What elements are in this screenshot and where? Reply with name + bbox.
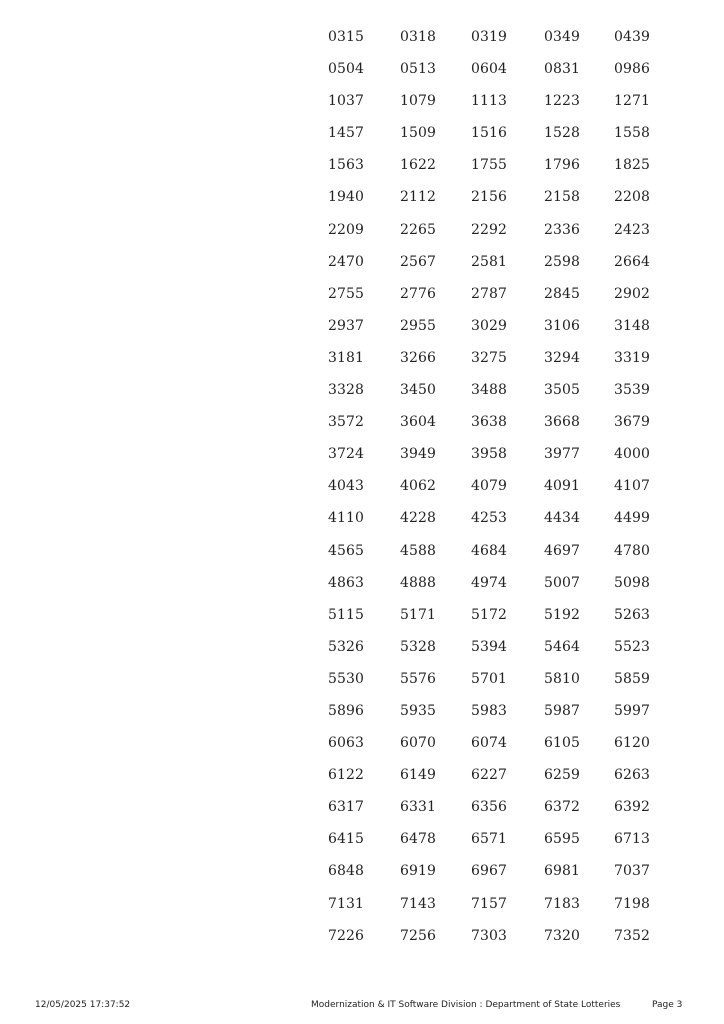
number-row xyxy=(328,926,668,958)
number-cell: 4697 xyxy=(544,542,581,559)
number-row xyxy=(328,380,668,412)
number-cell: 4079 xyxy=(471,478,508,495)
number-cell: 5192 xyxy=(544,606,581,623)
number-cell: 3539 xyxy=(614,382,651,399)
number-cell: 3488 xyxy=(471,382,508,399)
number-row xyxy=(328,669,668,701)
number-cell: 6981 xyxy=(544,863,581,880)
number-cell: 0349 xyxy=(544,29,581,45)
number-cell: 7143 xyxy=(400,895,437,912)
number-cell: 5098 xyxy=(614,574,651,591)
number-cell: 5007 xyxy=(544,574,581,591)
number-cell: 1079 xyxy=(400,93,437,110)
number-cell: 5523 xyxy=(614,638,651,655)
number-row xyxy=(328,123,668,155)
number-cell: 1755 xyxy=(471,157,508,174)
number-row xyxy=(328,91,668,123)
number-cell: 6372 xyxy=(544,799,581,816)
number-cell: 6967 xyxy=(471,863,508,880)
number-row xyxy=(328,829,668,861)
number-row xyxy=(328,316,668,348)
number-cell: 0513 xyxy=(400,61,437,78)
number-cell: 3450 xyxy=(400,382,437,399)
number-row xyxy=(328,637,668,669)
number-cell: 6263 xyxy=(614,767,651,784)
number-cell: 2158 xyxy=(544,189,581,206)
number-row xyxy=(328,573,668,605)
number-row xyxy=(328,476,668,508)
number-cell: 2567 xyxy=(400,253,437,270)
number-cell: 7183 xyxy=(544,895,581,912)
number-grid xyxy=(328,27,668,958)
number-row xyxy=(328,541,668,573)
number-row xyxy=(328,797,668,829)
number-cell: 2902 xyxy=(614,285,651,302)
number-cell: 2423 xyxy=(614,221,651,238)
number-cell: 4000 xyxy=(614,446,651,463)
number-cell: 6122 xyxy=(328,767,365,784)
number-cell: 4062 xyxy=(400,478,437,495)
number-row xyxy=(328,733,668,765)
number-row xyxy=(328,284,668,316)
number-cell: 4043 xyxy=(328,478,365,495)
number-cell: 5171 xyxy=(400,606,437,623)
number-cell: 3148 xyxy=(614,317,651,334)
number-cell: 6105 xyxy=(544,735,581,752)
number-cell: 6713 xyxy=(614,831,651,848)
number-cell: 6317 xyxy=(328,799,365,816)
number-cell: 4565 xyxy=(328,542,365,559)
number-cell: 5987 xyxy=(544,702,581,719)
number-cell: 1563 xyxy=(328,157,365,174)
number-cell: 2265 xyxy=(400,221,437,238)
number-cell: 5701 xyxy=(471,670,508,687)
number-cell: 6070 xyxy=(400,735,437,752)
number-cell: 5394 xyxy=(471,638,508,655)
number-cell: 0318 xyxy=(400,29,437,45)
number-row xyxy=(328,701,668,733)
number-cell: 6478 xyxy=(400,831,437,848)
number-cell: 0504 xyxy=(328,61,365,78)
number-cell: 6331 xyxy=(400,799,437,816)
number-cell: 4110 xyxy=(328,510,365,527)
number-cell: 6848 xyxy=(328,863,365,880)
number-cell: 5328 xyxy=(400,638,437,655)
number-cell: 2470 xyxy=(328,253,365,270)
number-cell: 4253 xyxy=(471,510,508,527)
number-row xyxy=(328,412,668,444)
page-footer xyxy=(0,1000,724,1014)
number-cell: 3294 xyxy=(544,349,581,366)
number-cell: 4499 xyxy=(614,510,651,527)
footer-page-number: Page 3 xyxy=(652,1000,683,1010)
number-cell: 2937 xyxy=(328,317,365,334)
number-cell: 0319 xyxy=(471,29,508,45)
number-cell: 7303 xyxy=(471,927,508,944)
number-cell: 4107 xyxy=(614,478,651,495)
number-cell: 1558 xyxy=(614,125,651,142)
number-cell: 2787 xyxy=(471,285,508,302)
number-row xyxy=(328,27,668,59)
number-row xyxy=(328,765,668,797)
number-cell: 4228 xyxy=(400,510,437,527)
number-cell: 3266 xyxy=(400,349,437,366)
number-cell: 2336 xyxy=(544,221,581,238)
number-cell: 3505 xyxy=(544,382,581,399)
number-cell: 6259 xyxy=(544,767,581,784)
number-cell: 7037 xyxy=(614,863,651,880)
number-cell: 3106 xyxy=(544,317,581,334)
number-cell: 0315 xyxy=(328,29,365,45)
number-cell: 1509 xyxy=(400,125,437,142)
number-row xyxy=(328,894,668,926)
number-cell: 5326 xyxy=(328,638,365,655)
number-cell: 4091 xyxy=(544,478,581,495)
number-row xyxy=(328,444,668,476)
number-cell: 3604 xyxy=(400,414,437,431)
number-cell: 6595 xyxy=(544,831,581,848)
number-cell: 6415 xyxy=(328,831,365,848)
number-cell: 5576 xyxy=(400,670,437,687)
number-cell: 2112 xyxy=(400,189,437,206)
number-cell: 1223 xyxy=(544,93,581,110)
number-cell: 1825 xyxy=(614,157,651,174)
number-cell: 6919 xyxy=(400,863,437,880)
number-cell: 2208 xyxy=(614,189,651,206)
number-cell: 3319 xyxy=(614,349,651,366)
number-cell: 6074 xyxy=(471,735,508,752)
number-cell: 7198 xyxy=(614,895,651,912)
number-cell: 4434 xyxy=(544,510,581,527)
number-cell: 3181 xyxy=(328,349,365,366)
number-cell: 1037 xyxy=(328,93,365,110)
number-cell: 4780 xyxy=(614,542,651,559)
number-cell: 5997 xyxy=(614,702,651,719)
number-cell: 5859 xyxy=(614,670,651,687)
number-cell: 5896 xyxy=(328,702,365,719)
number-cell: 6120 xyxy=(614,735,651,752)
number-cell: 4888 xyxy=(400,574,437,591)
number-cell: 7256 xyxy=(400,927,437,944)
footer-datetime: 12/05/2025 17:37:52 xyxy=(35,1000,131,1010)
number-cell: 0604 xyxy=(471,61,508,78)
number-cell: 1622 xyxy=(400,157,437,174)
number-row xyxy=(328,348,668,380)
number-cell: 3638 xyxy=(471,414,508,431)
number-cell: 2776 xyxy=(400,285,437,302)
number-cell: 3949 xyxy=(400,446,437,463)
number-cell: 6392 xyxy=(614,799,651,816)
number-cell: 4974 xyxy=(471,574,508,591)
number-row xyxy=(328,508,668,540)
number-row xyxy=(328,861,668,893)
number-cell: 0986 xyxy=(614,61,651,78)
number-cell: 6149 xyxy=(400,767,437,784)
number-row xyxy=(328,252,668,284)
number-cell: 2755 xyxy=(328,285,365,302)
number-cell: 2209 xyxy=(328,221,365,238)
number-cell: 4588 xyxy=(400,542,437,559)
number-cell: 2581 xyxy=(471,253,508,270)
number-cell: 3679 xyxy=(614,414,651,431)
number-cell: 7157 xyxy=(471,895,508,912)
number-cell: 7320 xyxy=(544,927,581,944)
number-cell: 6571 xyxy=(471,831,508,848)
number-row xyxy=(328,155,668,187)
number-cell: 0831 xyxy=(544,61,581,78)
footer-division-text: Modernization & IT Software Division : Department of State Lotteries xyxy=(311,1000,621,1010)
number-cell: 7226 xyxy=(328,927,365,944)
number-row xyxy=(328,59,668,91)
number-cell: 1528 xyxy=(544,125,581,142)
number-cell: 5464 xyxy=(544,638,581,655)
number-row xyxy=(328,187,668,219)
number-cell: 0439 xyxy=(614,29,651,45)
number-cell: 3029 xyxy=(471,317,508,334)
number-cell: 1516 xyxy=(471,125,508,142)
number-cell: 5263 xyxy=(614,606,651,623)
number-cell: 2292 xyxy=(471,221,508,238)
number-cell: 6227 xyxy=(471,767,508,784)
number-row xyxy=(328,220,668,252)
number-cell: 2664 xyxy=(614,253,651,270)
number-cell: 5172 xyxy=(471,606,508,623)
number-cell: 1796 xyxy=(544,157,581,174)
number-cell: 2845 xyxy=(544,285,581,302)
number-cell: 3977 xyxy=(544,446,581,463)
number-cell: 1271 xyxy=(614,93,651,110)
number-cell: 2955 xyxy=(400,317,437,334)
number-cell: 3275 xyxy=(471,349,508,366)
number-cell: 4863 xyxy=(328,574,365,591)
number-cell: 6356 xyxy=(471,799,508,816)
number-cell: 3572 xyxy=(328,414,365,431)
number-cell: 1113 xyxy=(471,93,508,110)
number-cell: 3328 xyxy=(328,382,365,399)
number-cell: 4684 xyxy=(471,542,508,559)
number-cell: 5935 xyxy=(400,702,437,719)
number-cell: 2156 xyxy=(471,189,508,206)
number-cell: 1457 xyxy=(328,125,365,142)
number-row xyxy=(328,605,668,637)
number-cell: 2598 xyxy=(544,253,581,270)
number-cell: 7352 xyxy=(614,927,651,944)
number-cell: 7131 xyxy=(328,895,365,912)
number-cell: 5530 xyxy=(328,670,365,687)
number-cell: 3724 xyxy=(328,446,365,463)
number-cell: 3668 xyxy=(544,414,581,431)
number-cell: 5983 xyxy=(471,702,508,719)
number-cell: 5115 xyxy=(328,606,365,623)
number-cell: 1940 xyxy=(328,189,365,206)
number-cell: 3958 xyxy=(471,446,508,463)
number-cell: 5810 xyxy=(544,670,581,687)
number-cell: 6063 xyxy=(328,735,365,752)
